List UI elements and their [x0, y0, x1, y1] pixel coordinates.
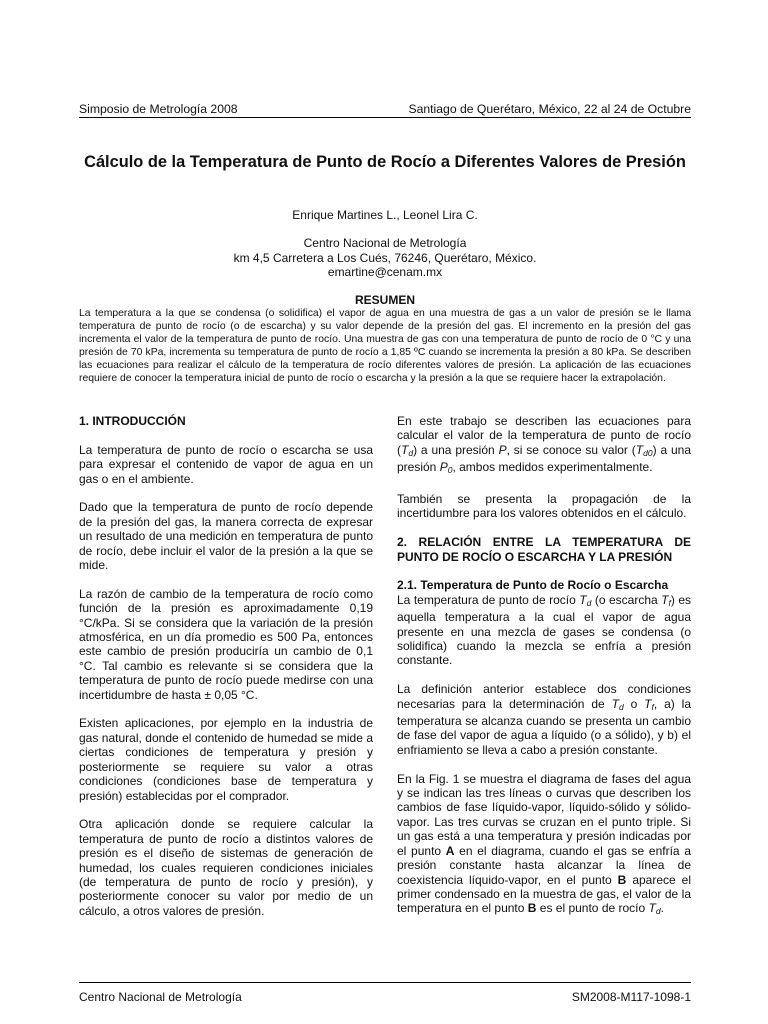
- intro-paragraph-1: La temperatura de punto de rocío o escarcha se usa para expresar el contenido de vapor de agua en un gas o en el ambiente.: [79, 442, 373, 486]
- intro-paragraph-2: Dado que la temperatura de punto de rocío depende de la presión del gas, la manera correcta de expresar un resultado de una medición en temperatura de punto de rocío, debe incluir el valor de la presión a la que se mide.: [79, 500, 373, 573]
- point-b-label: B: [527, 901, 537, 916]
- scope-text-2: ) a una presión: [413, 442, 499, 457]
- subsection-heading-2-1: 2.1. Temperatura de Punto de Rocío o Escarcha: [397, 578, 669, 593]
- scope-paragraph: [397, 414, 691, 478]
- section-heading-relacion: 2. RELACIÓN ENTRE LA TEMPERATURA DE PUNTO DE ROCÍO O ESCARCHA Y LA PRESIÓN: [397, 535, 691, 564]
- subscript-f: f: [651, 701, 654, 712]
- header-divider: [79, 117, 691, 118]
- phase-text-2: en el diagrama, cuando el gas se enfría a presión constante hasta alcanzar la línea de coexistencia líquido-vapor, en el punto: [397, 843, 691, 887]
- uncertainty-paragraph: También se presenta la propagación de la incertidumbre para los valores obtenidos en el cálculo.: [397, 492, 691, 521]
- symbol-p: P: [498, 442, 507, 457]
- point-b-label: B: [617, 872, 627, 887]
- subscript-d: d: [655, 906, 661, 917]
- scope-text-3: , si se conoce su valor (: [506, 442, 636, 457]
- scope-text-5: , ambos medidos experimentalmente.: [452, 460, 653, 475]
- page-footer: [79, 990, 691, 1004]
- conditions-text-2: o: [623, 696, 645, 711]
- symbol-t: T: [401, 442, 409, 457]
- right-column: [397, 414, 691, 933]
- symbol-t: T: [579, 592, 587, 607]
- footer-document-id: SM2008-M117-1098-1: [571, 990, 691, 1004]
- conditions-text-1: La definición anterior establece dos condiciones necesarias para la determinación de: [397, 682, 691, 711]
- subscript-d: d: [618, 701, 624, 712]
- left-column: [79, 414, 373, 933]
- point-a-label: A: [445, 843, 455, 858]
- intro-paragraph-4: Existen aplicaciones, por ejemplo en la industria de gas natural, donde el contenido de humedad se mide a ciertas condiciones de temperatura y presión y posteriormente se requiere su valor a otras condiciones (condiciones base de temperatura y presión) establecidas por el comprador.: [79, 716, 373, 803]
- definition-text-1: La temperatura de punto de rocío: [397, 592, 580, 607]
- conditions-text-3: , a) la temperatura se alcanza cuando se presenta un cambio de fase del vapor de agua a líquido (o a sólido), y b) el enfriamiento se lleva a cabo a presión constante.: [397, 696, 691, 757]
- affiliation-institution: Centro Nacional de Metrología: [303, 236, 467, 250]
- subscript-d: d: [586, 597, 592, 608]
- phase-diagram-paragraph: [397, 772, 691, 919]
- header-location-date: Santiago de Querétaro, México, 22 al 24 de Octubre: [408, 102, 691, 116]
- header-conference: Simposio de Metrología 2008: [79, 102, 238, 116]
- definition-text-2: (o escarcha: [591, 592, 662, 607]
- subscript-0: 0: [447, 465, 453, 476]
- phase-text-5: .: [660, 901, 664, 916]
- phase-text-3: aparece el primer condensado en la muestra de gas, el valor de la temperatura en el punto: [397, 872, 691, 916]
- subscript-f: f: [668, 597, 671, 608]
- symbol-t: T: [661, 592, 669, 607]
- paper-title: Cálculo de la Temperatura de Punto de Rocío a Diferentes Valores de Presión: [84, 153, 686, 171]
- phase-text-1: En la Fig. 1 se muestra el diagrama de fases del agua y se indican las tres líneas o curvas que describen los cambios de fase líquido-vapor, líquido-sólido y sólido-vapor. Las tres curvas se cruzan en el punto triple. Si un gas está a una temperatura y presión indicadas por el punto: [397, 771, 691, 858]
- symbol-t: T: [611, 696, 619, 711]
- footer-divider: [79, 982, 691, 983]
- symbol-t: T: [635, 442, 644, 457]
- intro-paragraph-5: Otra aplicación donde se requiere calcular la temperatura de punto de rocío a distintos valores de presión es el diseño de sistemas de generación de humedad, los cuales requieren condiciones iniciales (de temperatura de punto de rocío y presión), y posteriormente conocer su valor por medio de un cálculo, a otros valores de presión.: [79, 817, 373, 918]
- abstract-text: La temperatura a la que se condensa (o solidifica) el vapor de agua en una muestra de gas a un valor de presión se le llama temperatura de punto de rocío (o de escarcha) y su valor depende de la presión del gas. El incremento en la presión del gas incrementa el valor de la temperatura de punto de rocío. Una muestra de gas con una temperatura de punto de rocío de 0 °C y una presión de 70 kPa, incrementa su temperatura de punto de rocío a 1,85 ºC cuando se incrementa la presión a 80 kPa. Se describen las ecuaciones para realizar el cálculo de la temperatura de rocío diferentes valores de presión. La aplicación de las ecuaciones requiere de conocer la temperatura inicial de punto de rocío o escarcha y la presión a la que se requiere hacer la extrapolación.: [79, 308, 691, 385]
- intro-paragraph-3: La razón de cambio de la temperatura de rocío como función de la presión es aproximadamente 0,19 °C/kPa. Si se considera que la variación de la presión atmosférica, en un día promedio es 500 Pa, entonces este cambio de presión produciría un cambio de 0,1 °C. Tal cambio es relevante si se considera que la temperatura de punto de rocío puede medirse con una incertidumbre de hasta ± 0,05 °C.: [79, 586, 373, 702]
- author-affiliation: [79, 236, 691, 280]
- subscript-d: d: [408, 447, 414, 458]
- symbol-t: T: [648, 901, 656, 916]
- symbol-t: T: [644, 696, 652, 711]
- conditions-paragraph: [397, 682, 691, 757]
- affiliation-address: km 4,5 Carretera a Los Cués, 76246, Querétaro, México.: [233, 250, 537, 265]
- symbol-p: P: [439, 460, 448, 475]
- paper-authors: Enrique Martines L., Leonel Lira C.: [292, 208, 478, 222]
- affiliation-email: emartine@cenam.mx: [327, 265, 443, 279]
- scope-text-4: ) a una presión: [397, 442, 691, 475]
- footer-institution: Centro Nacional de Metrología: [79, 990, 242, 1004]
- phase-text-4: es el punto de rocío: [536, 901, 649, 916]
- abstract-heading: RESUMEN: [354, 293, 415, 307]
- subscript-d0: d0: [643, 447, 653, 458]
- scope-text-1: En este trabajo se describen las ecuaciones para calcular el valor de la temperatura de punto de rocío (: [397, 414, 691, 457]
- definition-paragraph: [397, 593, 691, 668]
- page-header: [79, 98, 691, 116]
- section-heading-introduccion: 1. INTRODUCCIÓN: [79, 414, 186, 428]
- definition-text-3: ) es aquella temperatura a la cual el vapor de agua presente en una mezcla de gases se condensa (o solidifica) cuando la mezcla se enfría a presión constante.: [397, 592, 691, 668]
